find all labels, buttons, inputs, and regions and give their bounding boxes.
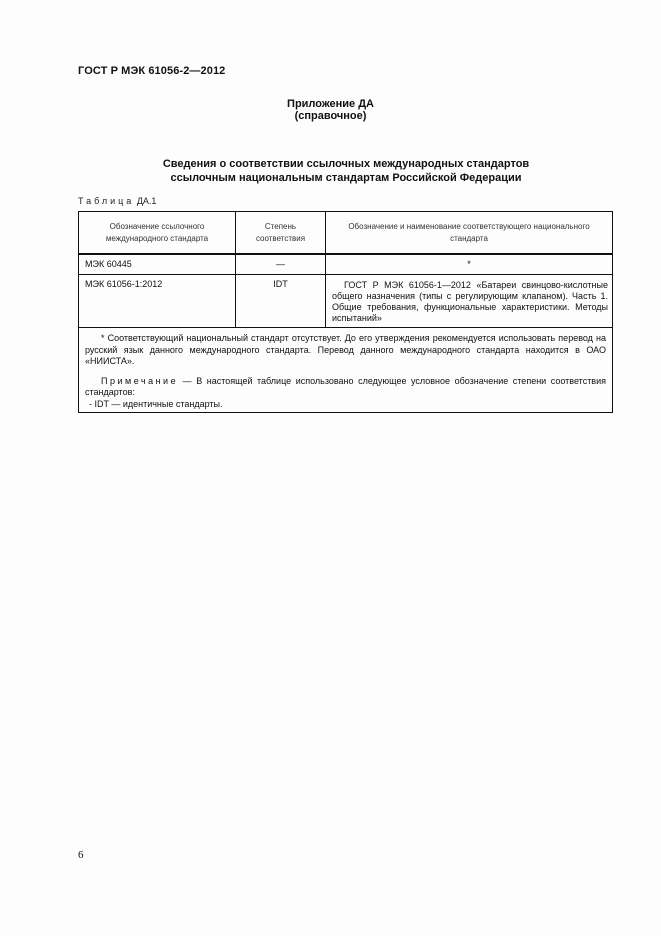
cell-international-standard: МЭК 61056-1:2012	[79, 275, 236, 327]
cell-international-standard: МЭК 60445	[79, 255, 236, 274]
appendix-heading	[0, 98, 661, 122]
appendix-title: Приложение ДА	[287, 98, 374, 110]
note-label: Примечание	[101, 375, 179, 386]
note	[85, 376, 606, 399]
table-caption-number: ДА.1	[136, 196, 157, 206]
table-row	[79, 275, 612, 328]
cell-degree: —	[236, 255, 326, 274]
note-item: - IDT — идентичные стандарты.	[89, 398, 223, 409]
appendix-subtitle: (справочное)	[294, 110, 367, 122]
header-degree: Степень соответствия	[236, 212, 326, 253]
table-row	[79, 255, 612, 275]
table-caption-word: Таблица	[78, 196, 135, 206]
document-title-line-2: ссылочным национальным стандартам Российской Федерации	[170, 172, 522, 184]
cell-national-standard: ГОСТ Р МЭК 61056-1—2012 «Батареи свинцово-кислотные общего назначения (типы с регулирующим клапаном). Часть 1. Общие требования, функциональные характеристики. Методы испытаний»	[332, 280, 608, 323]
document-title	[0, 157, 661, 185]
table-notes	[79, 328, 612, 412]
note-text: — В настоящей таблице использовано следующее условное обозначение степени соответствия стандартов:	[85, 375, 606, 397]
header-international-standard: Обозначение ссылочного международного стандарта	[79, 212, 236, 253]
table-caption	[78, 196, 156, 206]
page-number: 6	[78, 849, 84, 861]
footnote: * Соответствующий национальный стандарт отсутствует. До его утверждения рекомендуется использовать перевод на русский язык данного международного стандарта. Перевод данного международного стандарта находится в ОАО «НИИСТА».	[85, 333, 606, 366]
standard-code-header: ГОСТ Р МЭК 61056-2—2012	[78, 65, 226, 77]
document-title-line-1: Сведения о соответствии ссылочных международных стандартов	[162, 158, 530, 170]
cell-national-standard: *	[467, 259, 471, 269]
cell-degree: IDT	[236, 275, 326, 327]
correspondence-table	[78, 211, 613, 413]
header-national-standard: Обозначение и наименование соответствующего национального стандарта	[348, 221, 590, 243]
table-header-row	[79, 212, 612, 255]
